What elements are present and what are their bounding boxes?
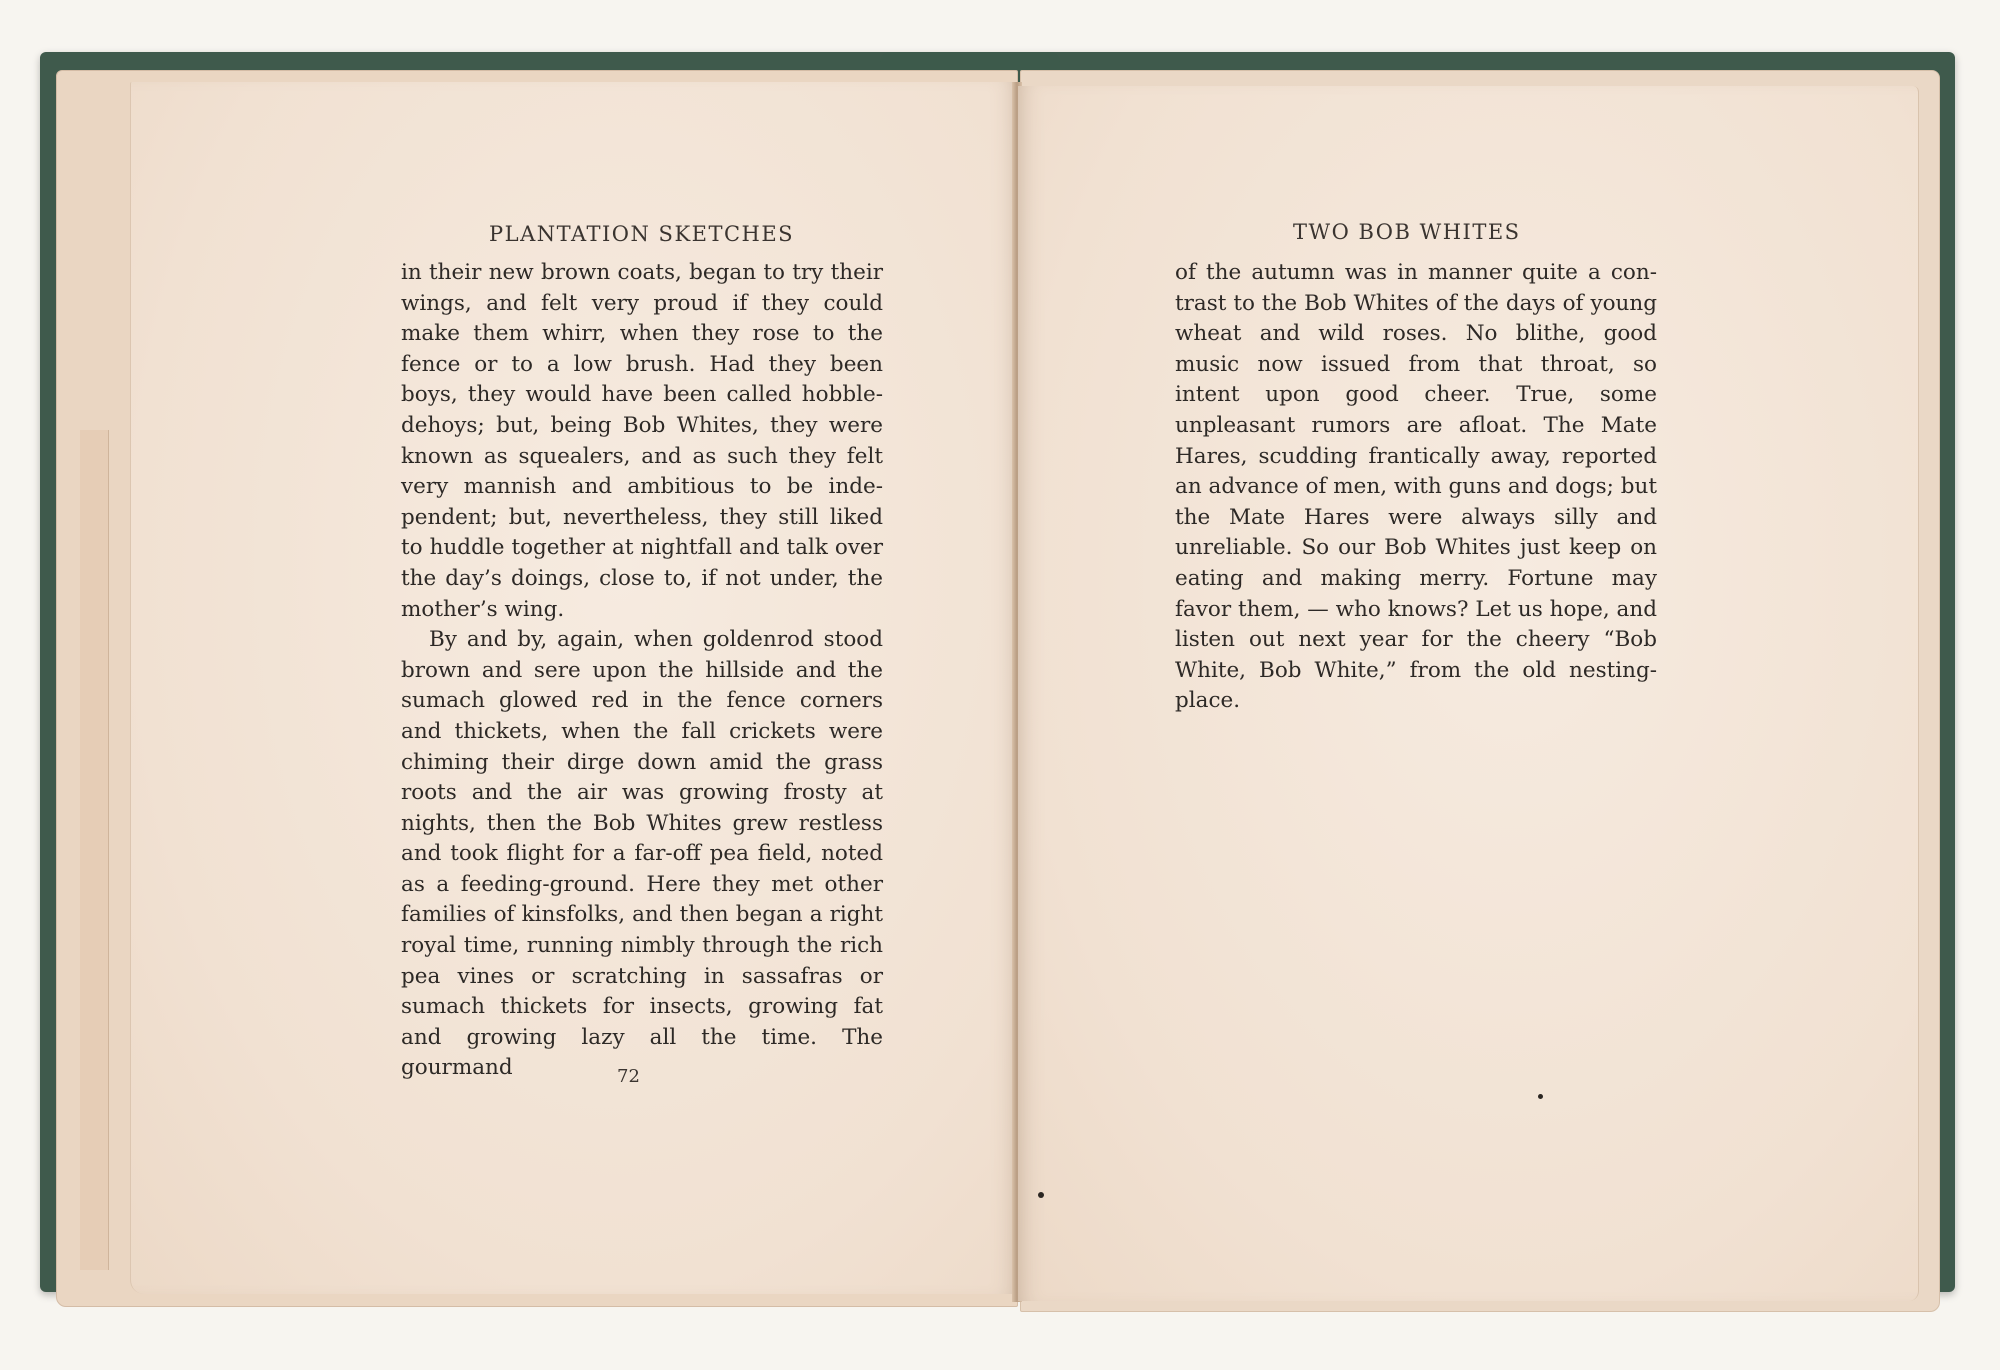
right-paragraph-1: of the autumn was in manner quite a con-trast to the Bob Whites of the days of young wheat and wild roses. No blithe, good music now issued from that throat, so intent upon good cheer. True, some unpleasant rumors are afloat. The Mate Hares, scudding frantically away, reported an advance of men, with guns and dogs; but the Mate Hares were always silly and unreliable. So our Bob Whites just keep on eating and making merry. Fortune may favor them, — who knows? Let us hope, and listen out next year for the cheery “Bob White, Bob White,” from the old nesting-place. [1175,260,1657,714]
left-paragraph-1: in their new brown coats, began to try their wings, and felt very proud if they could make them whirr, when they rose to the fence or to a low brush. Had they been boys, they would have been called hobble-dehoys; but, being Bob Whites, they were known as squealers, and as such they felt very mannish and ambitious to be inde-pendent; but, nevertheless, they still liked to huddle together at nightfall and talk over the day’s doings, close to, if not under, the mother’s wing. [401,260,883,622]
left-page-body [401,258,883,1084]
left-page-number: 72 [617,1066,640,1087]
right-page-body [1175,258,1657,717]
left-paragraph-2: By and by, again, when goldenrod stood brown and sere upon the hillside and the sumach glowed red in the fence corners and thickets, when the fall crickets were chiming their dirge down amid the grass roots and the air was growing frosty at nights, then the Bob Whites grew restless and took flight for a far-off pea field, noted as a feeding-ground. Here they met other families of kinsfolks, and then began a right royal time, running nimbly through the rich pea vines or scratching in sassafras or sumach thickets for insects, growing fat and growing lazy all the time. The gourmand [401,627,883,1081]
endpaper-strip [80,430,109,1270]
left-running-head: PLANTATION SKETCHES [489,222,795,246]
paper-speck [1538,1094,1543,1099]
right-running-head: TWO BOB WHITES [1293,220,1521,244]
gutter-speck [1038,1192,1044,1198]
left-page [130,82,1017,1294]
right-page [1018,86,1919,1301]
